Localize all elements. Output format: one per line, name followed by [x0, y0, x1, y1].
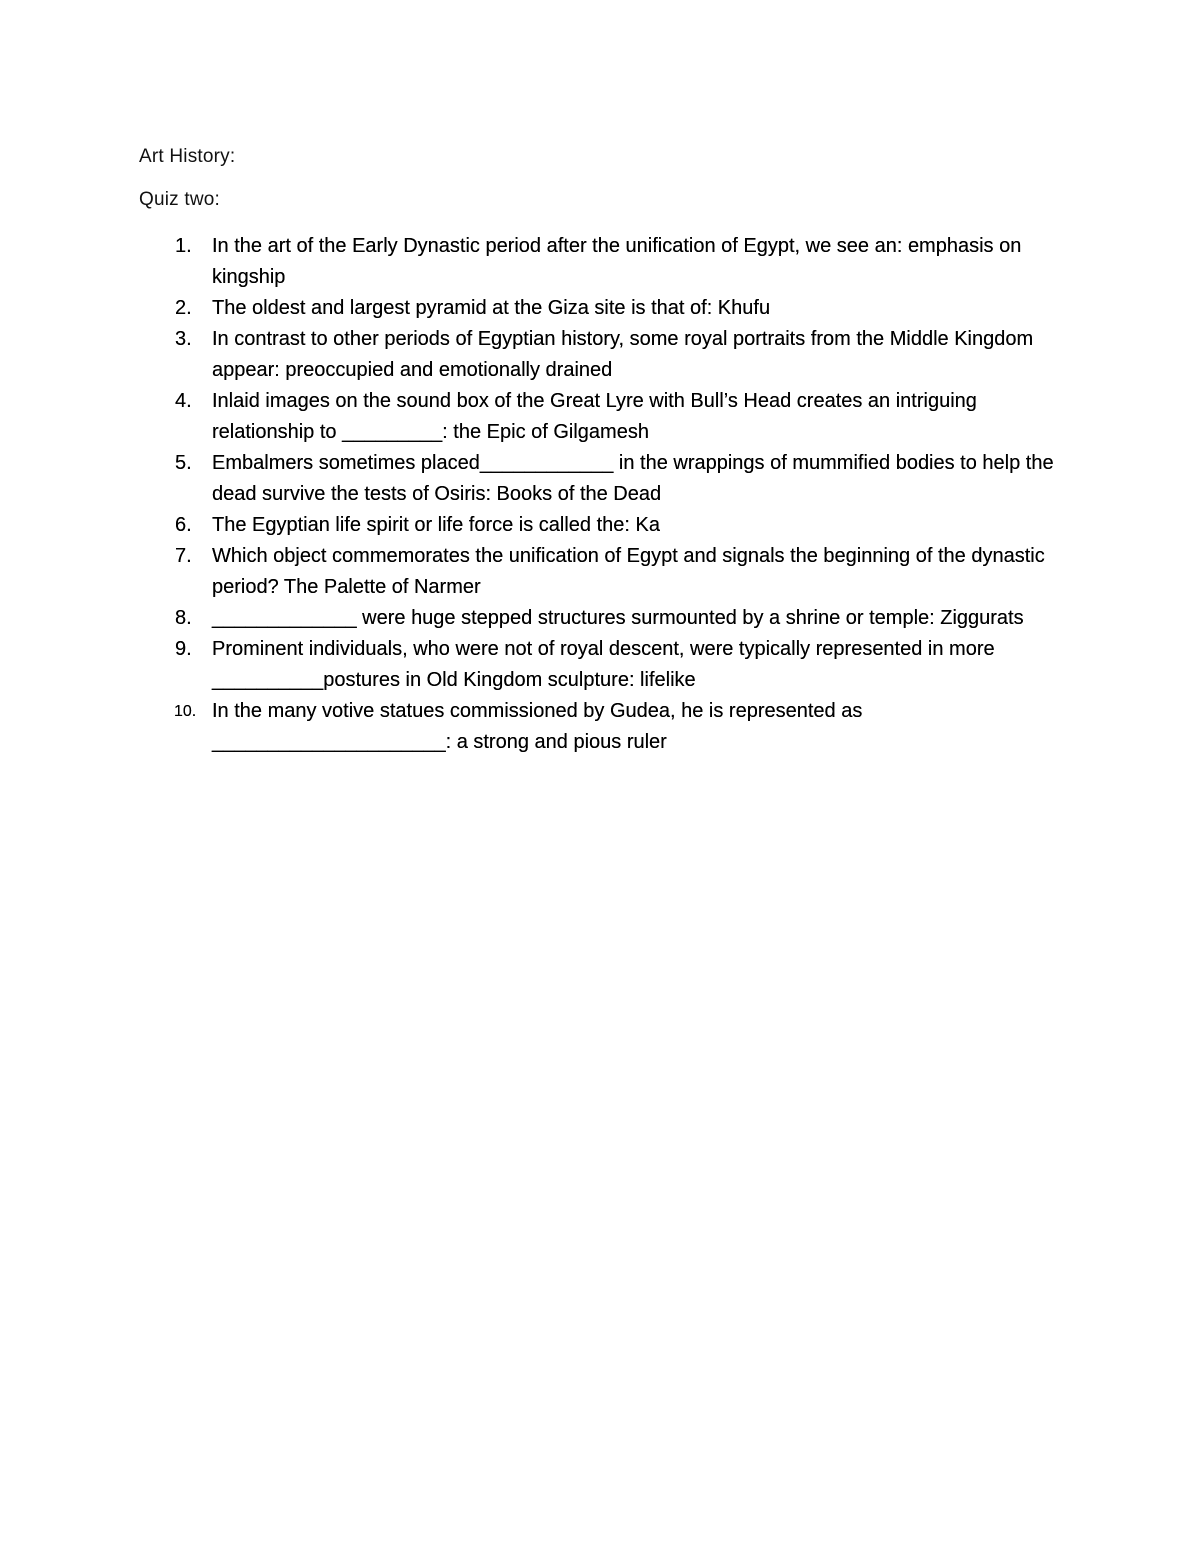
question-number: 3.: [175, 328, 192, 350]
question-list: [0, 231, 1200, 758]
question-item: [0, 324, 1200, 386]
question-number: 9.: [175, 638, 192, 660]
question-item: [0, 603, 1200, 634]
question-number: 4.: [175, 390, 192, 412]
question-text: Embalmers sometimes placed____________ in the wrappings of mummified bodies to help the dead survive the tests of Osiris: Books of the Dead: [212, 452, 1054, 505]
document-title: Art History:: [139, 146, 236, 167]
question-text: In contrast to other periods of Egyptian history, some royal portraits from the Middle Kingdom appear: preoccupied and emotionally drained: [212, 328, 1034, 381]
question-number: 1.: [175, 235, 192, 257]
question-text: Which object commemorates the unification of Egypt and signals the beginning of the dynastic period? The Palette of Narmer: [212, 545, 1045, 598]
question-text: Prominent individuals, who were not of royal descent, were typically represented in more __________postures in Old Kingdom sculpture: lifelike: [212, 638, 995, 691]
question-number: 7.: [175, 545, 192, 567]
question-item: [0, 696, 1200, 758]
question-item: [0, 293, 1200, 324]
question-number: 6.: [175, 514, 192, 536]
question-number: 8.: [175, 607, 192, 629]
question-item: [0, 634, 1200, 696]
question-number: 10.: [174, 703, 197, 720]
question-item: [0, 541, 1200, 603]
question-text: _____________ were huge stepped structures surmounted by a shrine or temple: Ziggurats: [212, 607, 1024, 629]
question-item: [0, 510, 1200, 541]
question-item: [0, 231, 1200, 293]
question-item: [0, 448, 1200, 510]
question-number: 2.: [175, 297, 192, 319]
question-number: 5.: [175, 452, 192, 474]
question-text: Inlaid images on the sound box of the Great Lyre with Bull’s Head creates an intriguing relationship to _________: the Epic of Gilgamesh: [212, 390, 977, 443]
question-text: The Egyptian life spirit or life force is called the: Ka: [212, 514, 660, 536]
question-text: The oldest and largest pyramid at the Giza site is that of: Khufu: [212, 297, 771, 319]
document-subtitle: Quiz two:: [139, 189, 220, 210]
question-text: In the art of the Early Dynastic period after the unification of Egypt, we see an: emphasis on kingship: [212, 235, 1022, 288]
question-text: In the many votive statues commissioned by Gudea, he is represented as _____________________: a strong and pious ruler: [212, 700, 863, 753]
question-item: [0, 386, 1200, 448]
